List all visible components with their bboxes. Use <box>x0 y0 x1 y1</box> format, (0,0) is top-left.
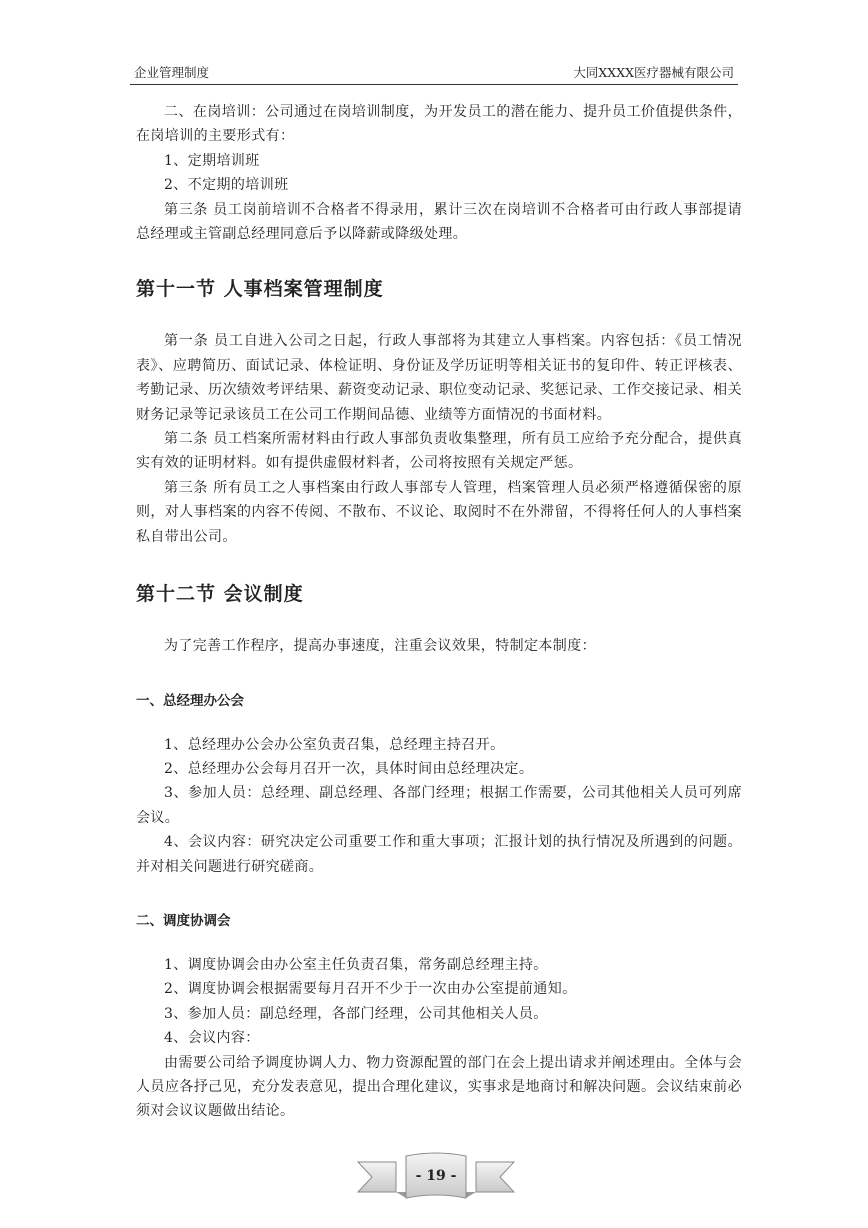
page-footer <box>356 1148 516 1208</box>
subsection-1-item: 2、总经理办公会每月召开一次，具体时间由总经理决定。 <box>164 760 534 777</box>
page-content <box>136 100 742 1124</box>
subsection-1-item: 3、参加人员：总经理、副总经理、各部门经理；根据工作需要，公司其他相关人员可列席会议。 <box>136 785 742 826</box>
section-12-intro: 为了完善工作程序，提高办事速度，注重会议效果，特制定本制度： <box>164 638 596 655</box>
subsection-2-heading: 二、调度协调会 <box>136 912 231 929</box>
subsection-2-item: 4、会议内容： <box>164 1030 260 1047</box>
subsection-2-item: 2、调度协调会根据需要每月召开不少于一次由办公室提前通知。 <box>164 981 577 998</box>
intro-list-item: 2、不定期的培训班 <box>164 177 289 194</box>
section-11-article-3: 第三条 所有员工之人事档案由行政人事部专人管理，档案管理人员必须严格遵循保密的原则，对人事档案的内容不传阅、不散布、不议论、取阅时不在外滞留，不得将任何人的人事档案私自带出公司。 <box>136 479 742 545</box>
section-11-article-2: 第二条 员工档案所需材料由行政人事部负责收集整理，所有员工应给予充分配合，提供真实有效的证明材料。如有提供虚假材料者，公司将按照有关规定严惩。 <box>136 431 742 472</box>
header-left-title: 企业管理制度 <box>134 65 210 80</box>
subsection-1-item: 1、总经理办公会办公室负责召集，总经理主持召开。 <box>164 736 505 753</box>
section-11-heading: 第十一节 人事档案管理制度 <box>136 278 384 301</box>
page-header <box>130 62 738 85</box>
section-12-heading: 第十二节 会议制度 <box>136 583 304 606</box>
subsection-1-heading: 一、总经理办公会 <box>136 692 244 709</box>
subsection-2-item: 3、参加人员：副总经理，各部门经理，公司其他相关人员。 <box>164 1005 548 1022</box>
intro-paragraph: 二、在岗培训：公司通过在岗培训制度，为开发员工的潜在能力、提升员工价值提供条件，在岗培训的主要形式有： <box>136 104 742 145</box>
subsection-2-item: 1、调度协调会由办公室主任负责召集，常务副总经理主持。 <box>164 956 548 973</box>
section-11-article-1: 第一条 员工自进入公司之日起，行政人事部将为其建立人事档案。内容包括：《员工情况表》、应聘简历、面试记录、体检证明、身份证及学历证明等相关证书的复印件、转正评核表、考勤记录、历次绩效考评结果、薪资变动记录、职位变动记录、奖惩记录、工作交接记录、相关财务记录等记录该员工在公司工作期间品德、业绩等方面情况的书面材料。 <box>136 333 742 423</box>
intro-article-3: 第三条 员工岗前培训不合格者不得录用，累计三次在岗培训不合格者可由行政人事部提请总经理或主管副总经理同意后予以降薪或降级处理。 <box>136 201 742 243</box>
subsection-2-paragraph: 由需要公司给予调度协调人力、物力资源配置的部门在会上提出请求并阐述理由。全体与会人员应各抒己见，充分发表意见，提出合理化建议，实事求是地商讨和解决问题。会议结束前必须对会议议题做出结论。 <box>136 1054 742 1120</box>
intro-list-item: 1、定期培训班 <box>164 152 260 169</box>
subsection-1-item: 4、会议内容：研究决定公司重要工作和重大事项；汇报计划的执行情况及所遇到的问题。并对相关问题进行研究磋商。 <box>136 834 742 875</box>
page-number: - 19 - <box>415 1168 457 1184</box>
header-company-name: 大同XXXX医疗器械有限公司 <box>573 65 734 80</box>
